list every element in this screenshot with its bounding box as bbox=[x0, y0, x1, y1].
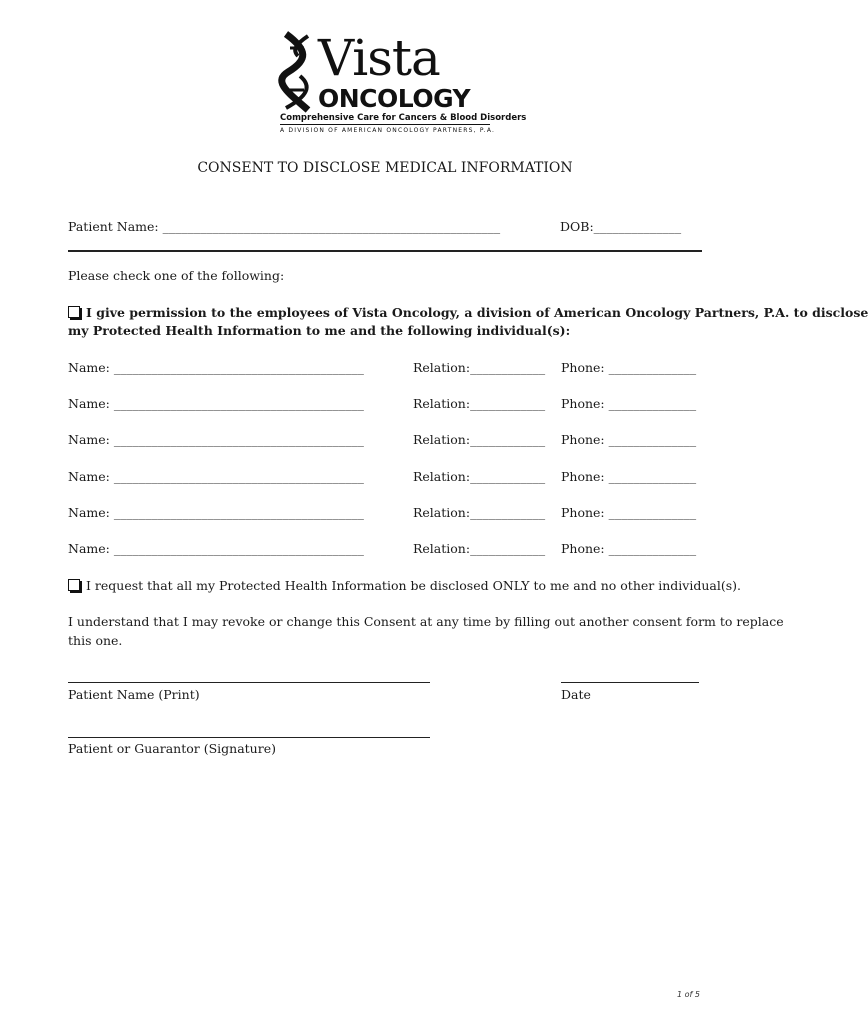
individual-relation-field[interactable]: Relation:____________ bbox=[413, 360, 546, 375]
patient-print-line[interactable] bbox=[68, 682, 430, 683]
patient-name-field[interactable]: Patient Name: ______________________________________________________ bbox=[68, 219, 501, 234]
individual-phone-field[interactable]: Phone: ______________ bbox=[561, 360, 697, 375]
individual-phone-field[interactable]: Phone: ______________ bbox=[561, 469, 697, 484]
individual-phone-field[interactable]: Phone: ______________ bbox=[561, 505, 697, 520]
dob-field[interactable]: DOB:______________ bbox=[560, 219, 682, 234]
individual-name-field[interactable]: Name: ________________________________________ bbox=[68, 360, 364, 375]
option-permission-line1: I give permission to the employees of Vista Oncology, a division of American Oncology Partners, P.A. to disclose bbox=[86, 305, 868, 320]
option-only-me-text: I request that all my Protected Health Information be disclosed ONLY to me and no other individual(s). bbox=[86, 578, 741, 593]
signature-line[interactable] bbox=[68, 737, 430, 738]
logo-divider bbox=[280, 124, 490, 125]
individual-relation-field[interactable]: Relation:____________ bbox=[413, 505, 546, 520]
individual-phone-field[interactable]: Phone: ______________ bbox=[561, 541, 697, 556]
checkbox-permission[interactable] bbox=[68, 306, 80, 318]
checkbox-only-me[interactable] bbox=[68, 579, 80, 591]
individual-relation-field[interactable]: Relation:____________ bbox=[413, 541, 546, 556]
dna-helix-icon bbox=[278, 32, 318, 112]
logo-division: A DIVISION OF AMERICAN ONCOLOGY PARTNERS, P.A. bbox=[280, 127, 496, 134]
patient-print-label: Patient Name (Print) bbox=[68, 687, 200, 702]
date-label: Date bbox=[561, 687, 591, 702]
individual-phone-field[interactable]: Phone: ______________ bbox=[561, 396, 697, 411]
individual-relation-field[interactable]: Relation:____________ bbox=[413, 396, 546, 411]
vista-oncology-logo bbox=[276, 29, 527, 140]
understand-line1: I understand that I may revoke or change this Consent at any time by filling out another consent form to replace bbox=[68, 614, 784, 629]
divider-line bbox=[68, 250, 702, 252]
individual-relation-field[interactable]: Relation:____________ bbox=[413, 432, 546, 447]
individual-phone-field[interactable]: Phone: ______________ bbox=[561, 432, 697, 447]
individual-name-field[interactable]: Name: ________________________________________ bbox=[68, 432, 364, 447]
page-number: 1 of 5 bbox=[677, 990, 700, 999]
individual-name-field[interactable]: Name: ________________________________________ bbox=[68, 505, 364, 520]
signature-label: Patient or Guarantor (Signature) bbox=[68, 741, 276, 756]
logo-subname: ONCOLOGY bbox=[318, 84, 471, 113]
option-permission[interactable] bbox=[68, 305, 868, 320]
individual-name-field[interactable]: Name: ________________________________________ bbox=[68, 541, 364, 556]
individual-name-field[interactable]: Name: ________________________________________ bbox=[68, 469, 364, 484]
logo-tagline: Comprehensive Care for Cancers & Blood Disorders bbox=[280, 113, 527, 123]
option-permission-line2: my Protected Health Information to me and the following individual(s): bbox=[68, 323, 571, 338]
individual-relation-field[interactable]: Relation:____________ bbox=[413, 469, 546, 484]
instruction-text: Please check one of the following: bbox=[68, 268, 285, 283]
logo-name: Vista bbox=[318, 29, 440, 87]
understand-line2: this one. bbox=[68, 633, 123, 648]
option-only-me[interactable] bbox=[68, 578, 741, 593]
date-line[interactable] bbox=[561, 682, 699, 683]
individual-name-field[interactable]: Name: ________________________________________ bbox=[68, 396, 364, 411]
page-title: CONSENT TO DISCLOSE MEDICAL INFORMATION bbox=[197, 160, 573, 176]
